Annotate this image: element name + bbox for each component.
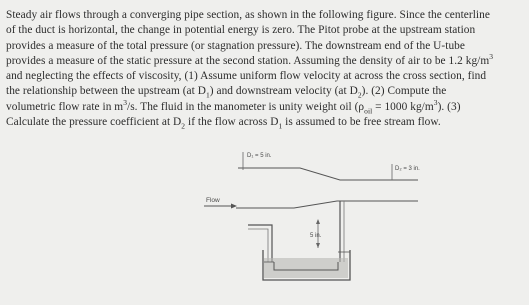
- height-arrow-top: [316, 219, 320, 224]
- subscript: 2: [357, 90, 362, 100]
- text-run: volumetric flow rate in m: [6, 100, 124, 113]
- pipe-lower-wall: [236, 201, 418, 208]
- flow-label: Flow: [206, 197, 220, 204]
- superscript: 3: [123, 99, 127, 107]
- text-run: ) and downstream velocity (at D: [209, 85, 358, 98]
- text-run: /s. The fluid in the manometer is unity weight oil (ρ: [127, 100, 365, 113]
- text-run: the relationship between the upstream (at D: [6, 85, 206, 98]
- text-run: of the duct is horizontal, the change in potential energy is zero. The Pitot probe at the upstream station: [6, 24, 476, 37]
- subscript: 1: [205, 90, 210, 100]
- subscript: oil: [364, 106, 373, 116]
- subscript: 2: [181, 121, 186, 131]
- text-run: Calculate the pressure coefficient at D: [6, 116, 182, 129]
- text-run: if the flow across D: [185, 116, 279, 129]
- text-run: provides a measure of the total pressure (or stagnation pressure). The downstream end of the U-tube: [6, 39, 465, 52]
- text-run: ). (3): [437, 100, 461, 113]
- text-run: ). (2) Compute the: [361, 85, 447, 98]
- d2-label: D₂ = 3 in.: [395, 166, 420, 172]
- height-arrow-bottom: [316, 243, 320, 248]
- d1-label: D₁ = 5 in.: [247, 153, 272, 159]
- subscript: 1: [278, 121, 283, 131]
- pipe-upper-wall: [238, 168, 418, 180]
- text-run: Steady air flows through a converging pipe section, as shown in the following figure. Since the centerline: [6, 9, 490, 21]
- superscript: 3: [489, 53, 494, 62]
- text-run: = 1000 kg/m: [372, 100, 434, 113]
- height-label: 5 in.: [310, 233, 322, 239]
- pitot-probe-inner: [248, 229, 268, 262]
- manometer-fluid: [264, 258, 348, 278]
- superscript: 3: [433, 99, 438, 107]
- text-run: provides a measure of the static pressure at the second station. Assuming the density of air to be 1.2 kg/m: [6, 54, 490, 67]
- text-run: and neglecting the effects of viscosity, (1) Assume uniform flow velocity at across the cross section, find: [6, 70, 487, 83]
- text-run: is assumed to be free stream flow.: [282, 116, 441, 129]
